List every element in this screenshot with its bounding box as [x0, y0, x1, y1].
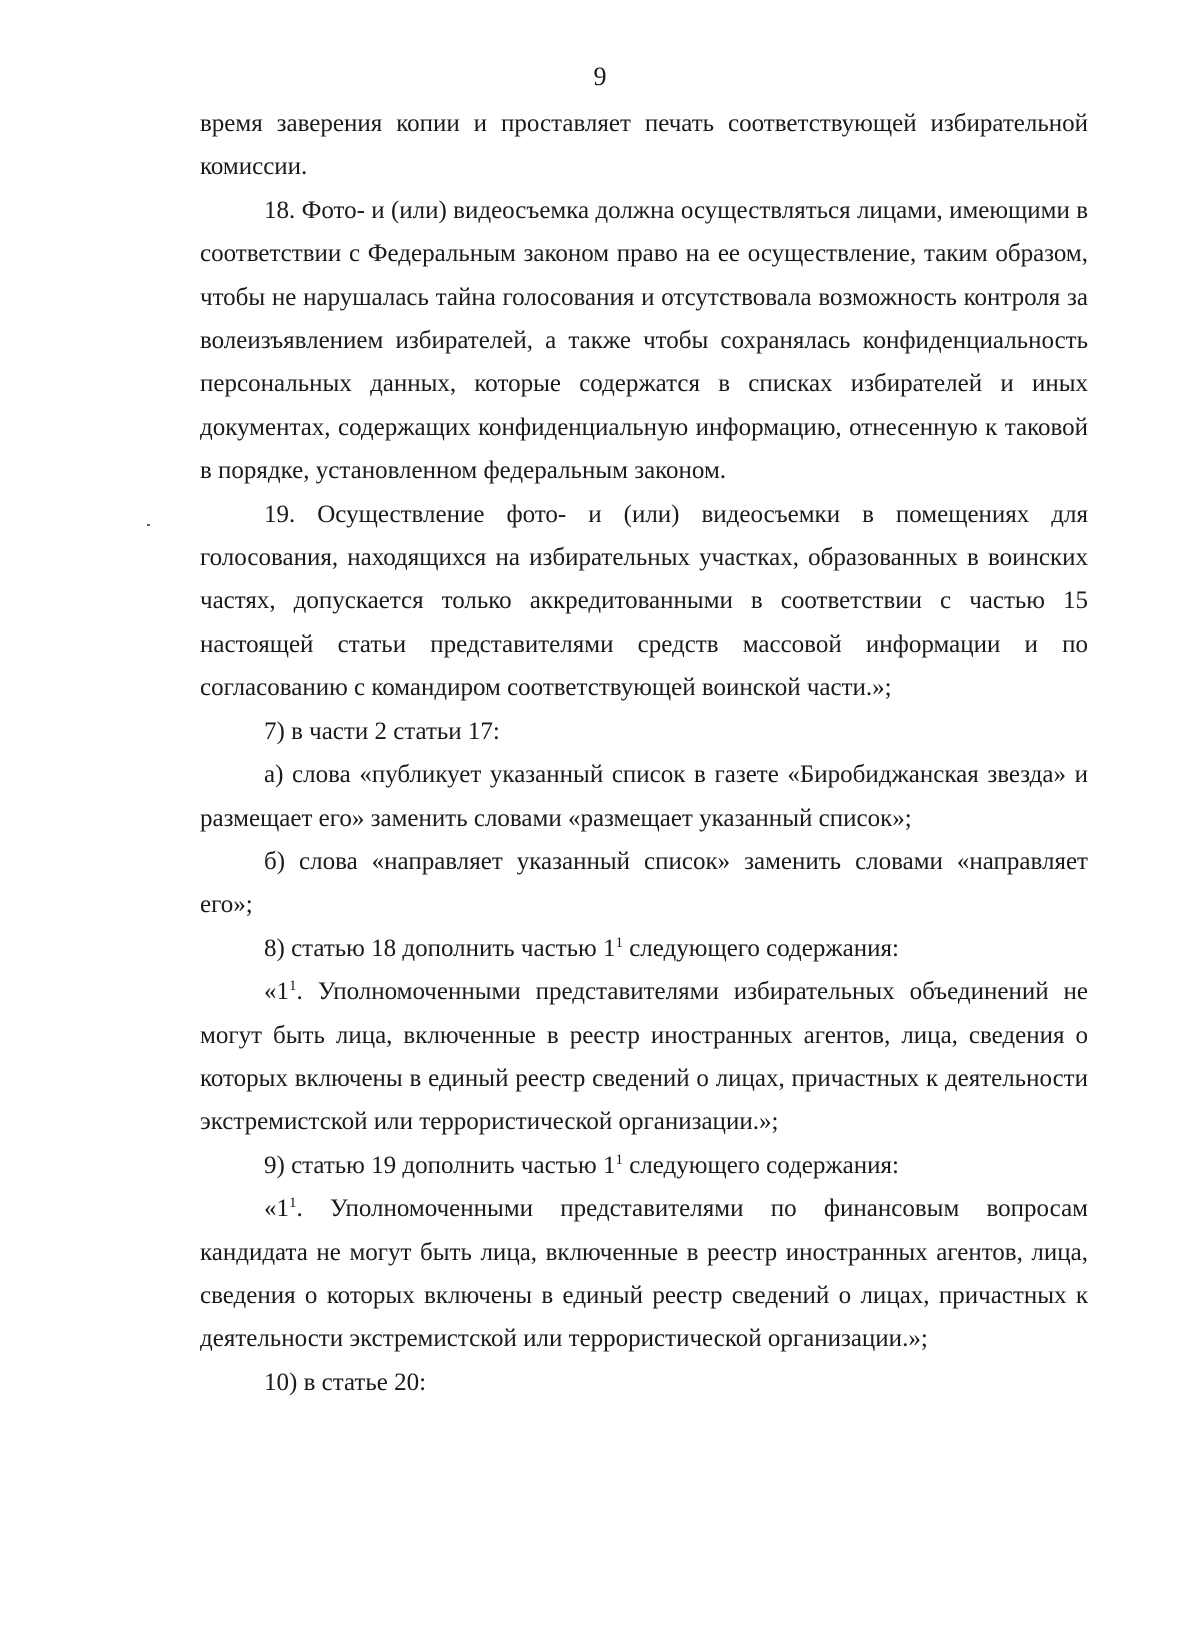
paragraph-item-8 [200, 927, 1088, 970]
paragraph-item-19: 19. Осуществление фото- и (или) видеосъемки в помещениях для голосования, находящихся на избирательных участках, образованных в воинских частях, допускается только аккредитованными в соответствии с частью 15 настоящей статьи представителями средств массовой информации и по согласованию с командиром соответствующей воинской части.»; [200, 500, 1088, 702]
paragraph-quote-19-1 [200, 1187, 1088, 1361]
paragraph-text: «1 [264, 978, 289, 1006]
paragraph-text: 9) статью 19 дополнить частью 1 [264, 1151, 616, 1179]
paragraph-text: . Уполномоченными представителями избирательных объединений не могут быть лица, включенные в реестр иностранных агентов, лица, сведения о которых включены в единый реестр сведений о лицах, причастных к деятельности экстремистской или террористической организации.»; [200, 978, 1088, 1136]
paragraph-text: . Уполномоченными представителями по финансовым вопросам кандидата не могут быть лица, включенные в реестр иностранных агентов, лица, сведения о которых включены в единый реестр сведений о лицах, причастных к деятельности экстремистской или террористической организации.»; [200, 1195, 1088, 1353]
paragraph-item-10: 10) в статье 20: [264, 1368, 427, 1396]
superscript: 1 [289, 978, 297, 995]
margin-mark [147, 524, 150, 526]
paragraph-text: следующего содержания: [622, 1151, 899, 1179]
paragraph-item-18: 18. Фото- и (или) видеосъемка должна осуществляться лицами, имеющими в соответствии с Федеральным законом право на ее осуществление, таким образом, чтобы не нарушалась тайна голосования и отсутствовала возможность контроля за волеизъявлением избирателей, а также чтобы сохранялась конфиденциальность персональных данных, которые содержатся в списках избирателей и иных документах, содержащих конфиденциальную информацию, отнесенную к таковой в порядке, установленном федеральным законом. [200, 196, 1088, 485]
page-number: 9 [593, 62, 607, 91]
superscript: 1 [615, 1151, 623, 1168]
paragraph-text: 8) статью 18 дополнить частью 1 [264, 934, 616, 962]
document-body [200, 102, 1088, 1404]
paragraph-item-7: 7) в части 2 статьи 17: [264, 717, 500, 745]
superscript: 1 [289, 1195, 297, 1212]
paragraph-text: «1 [264, 1195, 289, 1223]
paragraph-text: следующего содержания: [622, 934, 899, 962]
paragraph-item-9 [200, 1144, 1088, 1187]
paragraph-continuation: время заверения копии и проставляет печать соответствующей избирательной комиссии. [200, 110, 1088, 181]
paragraph-item-7b: б) слова «направляет указанный список» заменить словами «направляет его»; [200, 847, 1088, 919]
paragraph-quote-18-1 [200, 970, 1088, 1144]
paragraph-item-7a: а) слова «публикует указанный список в газете «Биробиджанская звезда» и размещает его» заменить словами «размещает указанный список»; [200, 761, 1088, 832]
superscript: 1 [615, 934, 623, 951]
